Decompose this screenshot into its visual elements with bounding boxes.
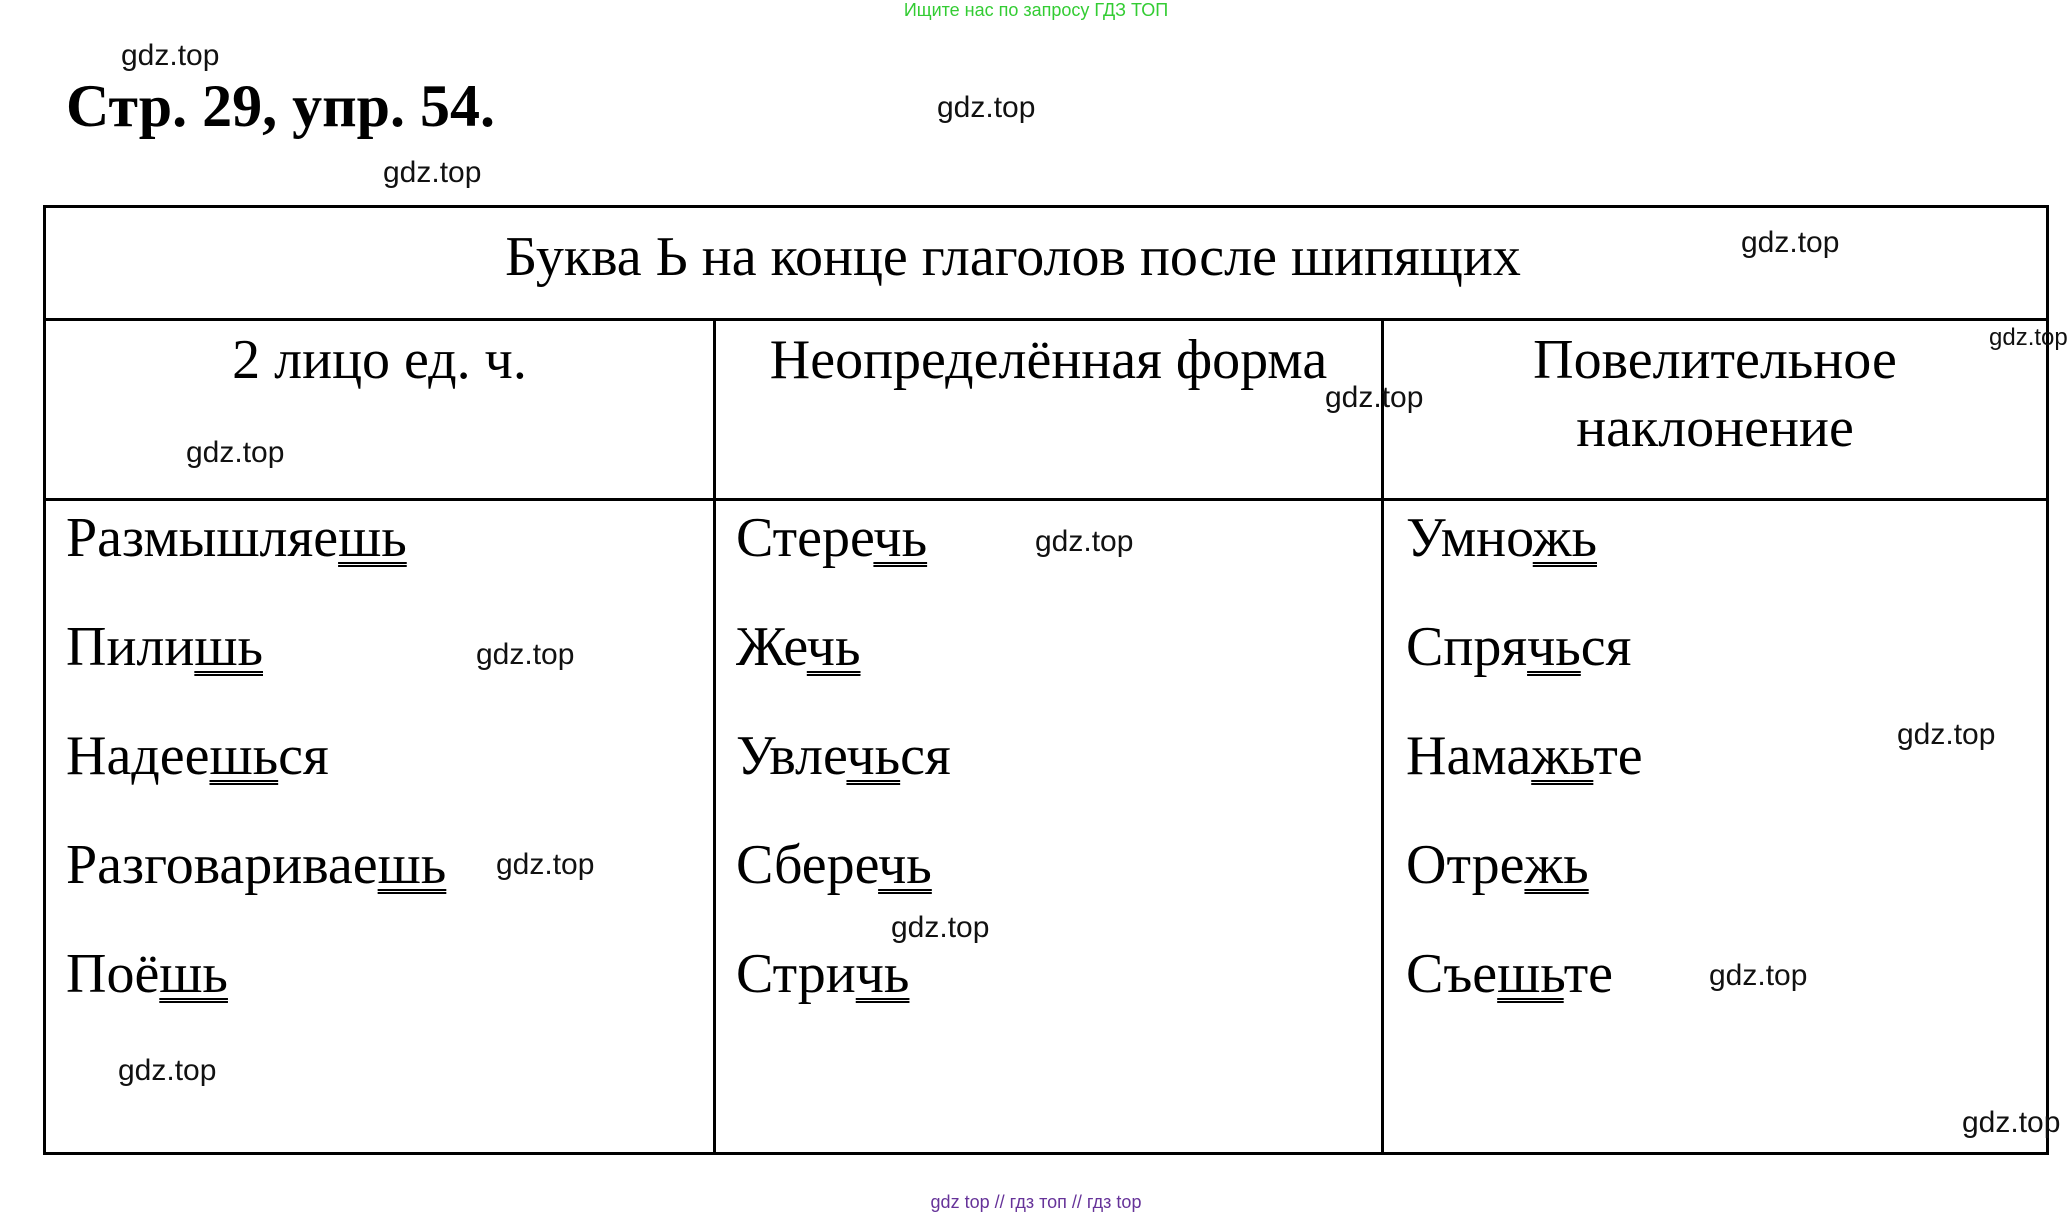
watermark: gdz.top	[1325, 381, 1424, 414]
column-header-imperative	[1384, 326, 2046, 462]
verb-word: Отрежь	[1406, 834, 1589, 896]
verb-word: Пилишь	[66, 616, 263, 678]
header-line: наклонение	[1576, 397, 1854, 459]
watermark: gdz.top	[496, 848, 595, 881]
verb-word: Разговариваешь	[66, 834, 447, 896]
verb-word: Стеречь	[736, 507, 928, 569]
watermark: gdz.top	[476, 638, 575, 671]
header-line: Повелительное	[1533, 329, 1897, 391]
watermark: gdz.top	[1989, 324, 2068, 351]
watermark: gdz.top	[383, 156, 482, 189]
spelling-mark: шь	[159, 943, 228, 1005]
spelling-mark: чь	[846, 725, 901, 787]
header-line: 2 лицо ед. ч.	[232, 329, 527, 391]
watermark: gdz.top	[1035, 525, 1134, 558]
table-rule	[46, 318, 2046, 321]
verb-word: Сберечь	[736, 834, 932, 896]
watermark: gdz.top	[891, 911, 990, 944]
watermark: gdz.top	[118, 1054, 217, 1087]
column-header-second-person	[46, 326, 713, 394]
spelling-mark: чь	[855, 943, 910, 1005]
watermark: gdz.top	[121, 39, 220, 72]
watermark: gdz.top	[1897, 718, 1996, 751]
exercise-table	[43, 205, 2049, 1155]
footer-links[interactable]: gdz top // гдз топ // гдз top	[930, 1192, 1142, 1212]
spelling-mark: шь	[209, 725, 279, 787]
table-rule	[713, 318, 716, 1152]
verb-word: Съешьте	[1406, 943, 1614, 1005]
verb-word: Надеешься	[66, 725, 329, 787]
spelling-mark: жь	[1532, 507, 1597, 569]
watermark: gdz.top	[186, 436, 285, 469]
verb-word: Жечь	[736, 616, 861, 678]
spelling-mark: чь	[878, 834, 932, 896]
watermark: gdz.top	[1741, 226, 1840, 259]
watermark: gdz.top	[1709, 959, 1808, 992]
spelling-mark: чь	[1527, 616, 1581, 678]
verb-word: Размышляешь	[66, 507, 407, 569]
verb-word: Умножь	[1406, 507, 1597, 569]
spelling-mark: шь	[338, 507, 407, 569]
spelling-mark: жь	[1531, 725, 1594, 787]
watermark: gdz.top	[937, 91, 1036, 124]
verb-word: Стричь	[736, 943, 910, 1005]
table-title: Буква Ь на конце глаголов после шипящих	[505, 226, 1521, 288]
header-line: Неопределённая форма	[769, 329, 1328, 391]
verb-word: Намажьте	[1406, 725, 1643, 787]
search-hint-banner: Ищите нас по запросу ГДЗ ТОП	[903, 0, 1169, 20]
spelling-mark: жь	[1524, 834, 1589, 896]
watermark: gdz.top	[1962, 1106, 2061, 1139]
column-header-infinitive	[716, 326, 1381, 394]
spelling-mark: чь	[806, 616, 861, 678]
spelling-mark: шь	[194, 616, 263, 678]
spelling-mark: шь	[377, 834, 447, 896]
page-heading: Стр. 29, упр. 54.	[66, 73, 496, 139]
verb-word: Спрячься	[1406, 616, 1632, 678]
spelling-mark: чь	[873, 507, 928, 569]
verb-word: Увлечься	[736, 725, 951, 787]
spelling-mark: шь	[1497, 943, 1564, 1005]
table-rule	[46, 498, 2046, 501]
verb-word: Поёшь	[66, 943, 228, 1005]
